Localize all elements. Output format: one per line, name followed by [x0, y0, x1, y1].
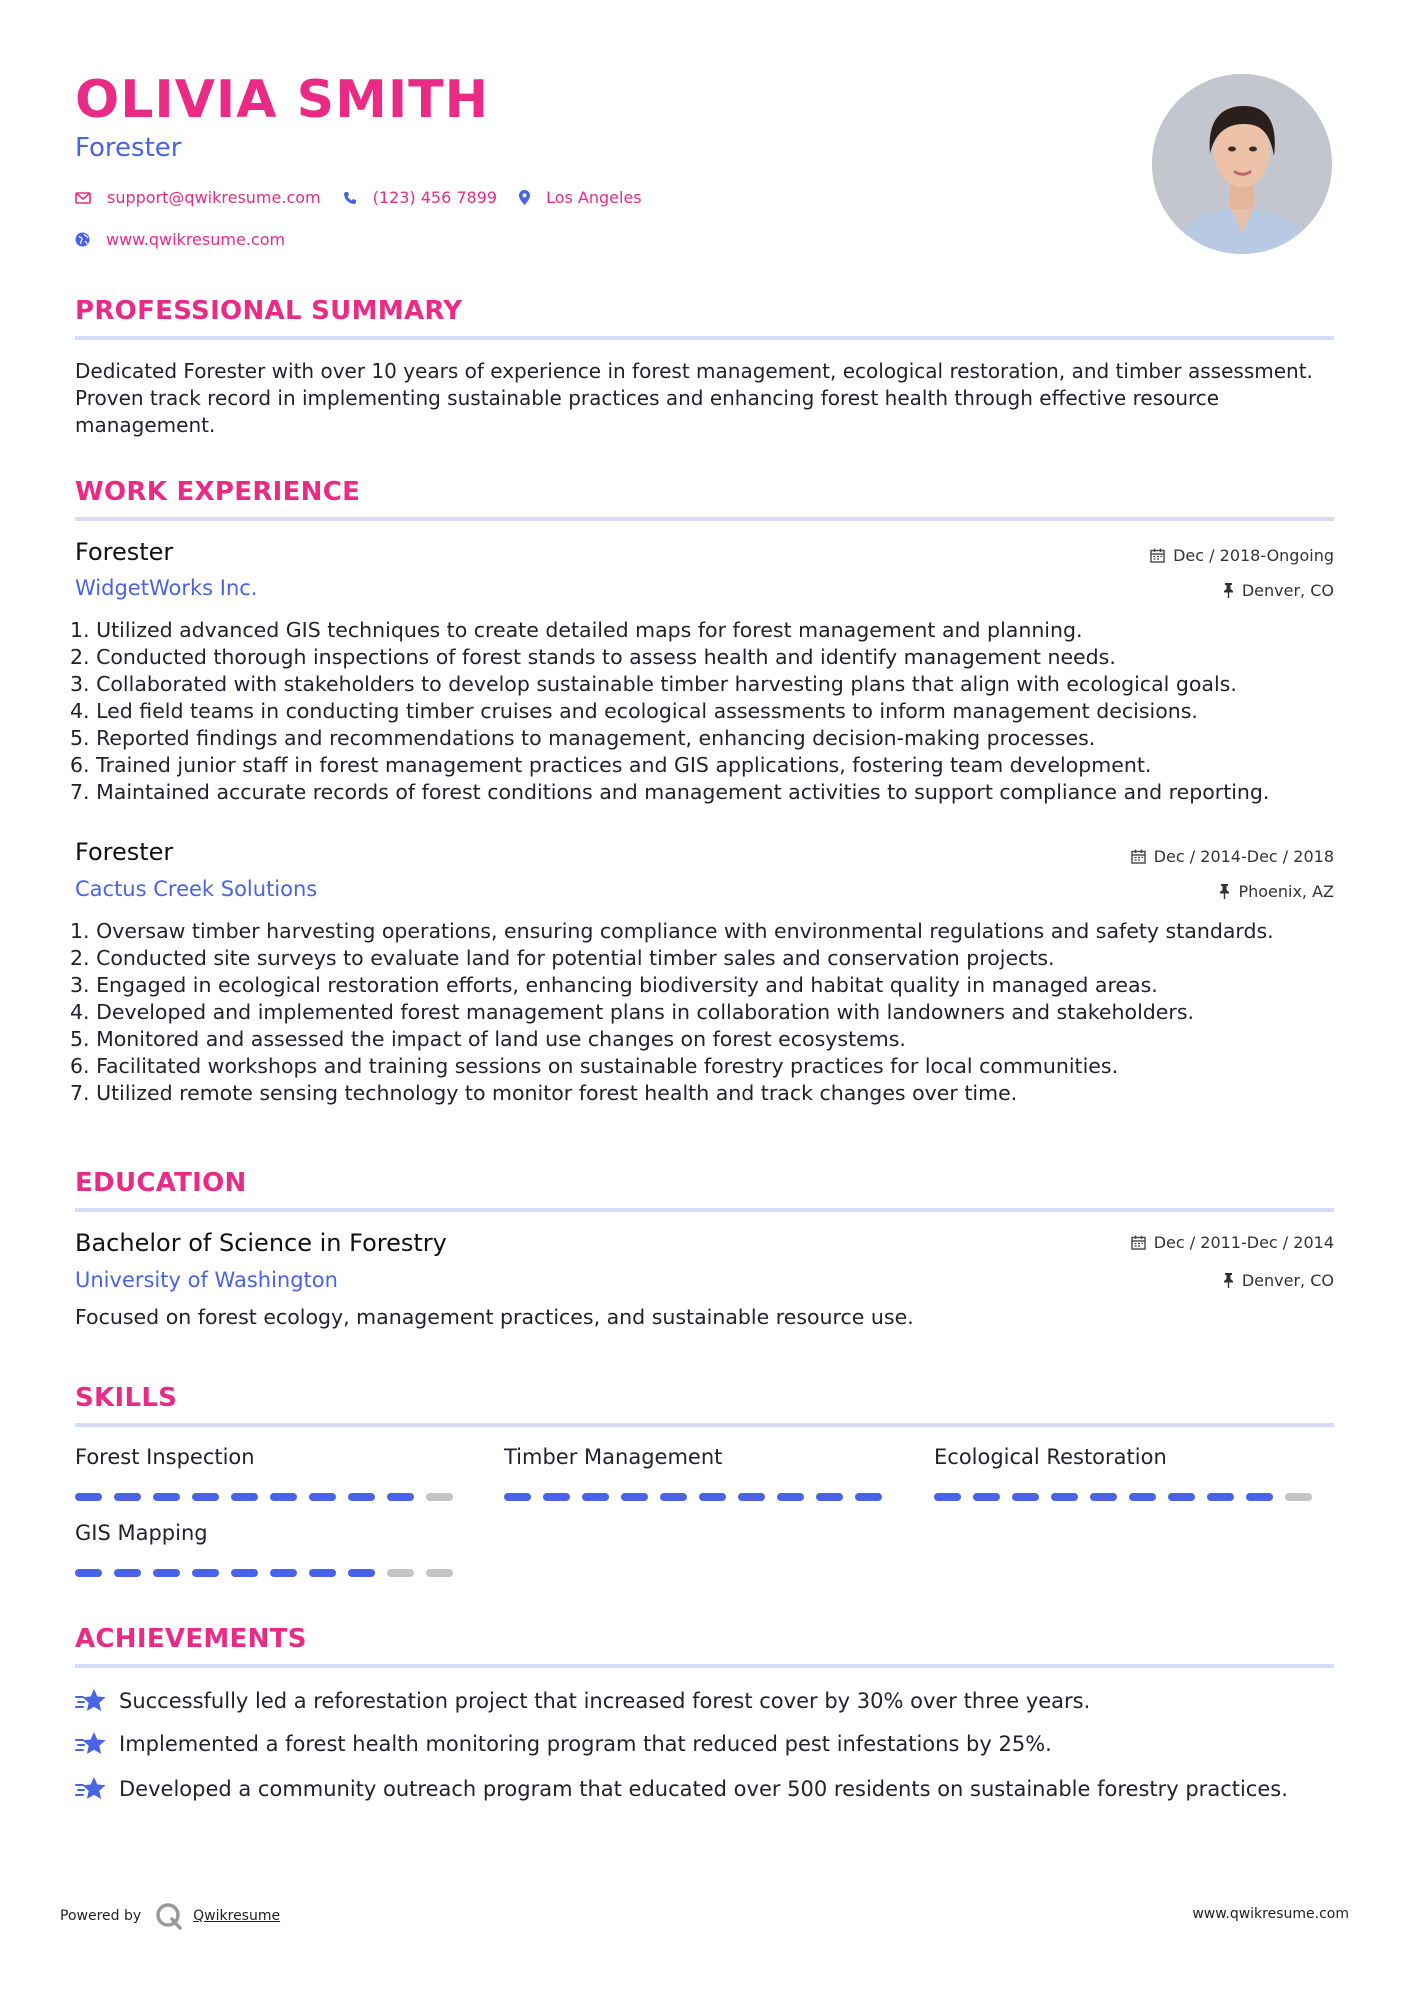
education-dates — [1131, 1233, 1334, 1252]
skill-dot-filled — [387, 1493, 414, 1501]
star-icon — [75, 1776, 107, 1802]
contact-website[interactable] — [75, 230, 285, 249]
company-name: Cactus Creek Solutions — [75, 877, 318, 901]
skill-dot-empty — [426, 1493, 453, 1501]
skill-item — [934, 1445, 1167, 1469]
skill-name: Timber Management — [504, 1445, 723, 1469]
skill-dot-filled — [231, 1569, 258, 1577]
list-item: 6. Facilitated workshops and training sessions on sustainable forestry practices for local communities. — [70, 1054, 1119, 1078]
phone-icon — [343, 191, 357, 205]
skill-dot-filled — [75, 1569, 102, 1577]
list-item: 2. Conducted site surveys to evaluate land for potential timber sales and conservation projects. — [70, 946, 1055, 970]
skills-heading: SKILLS — [75, 1383, 178, 1413]
skill-dot-filled — [1168, 1493, 1195, 1501]
contact-row-website — [75, 230, 307, 249]
map-marker-icon — [519, 190, 530, 205]
section-divider — [75, 336, 1334, 340]
job-dates-text: Dec / 2018-Ongoing — [1173, 546, 1334, 565]
skill-dot-filled — [1051, 1493, 1078, 1501]
skill-dot-filled — [153, 1493, 180, 1501]
job-location-text: Phoenix, AZ — [1238, 882, 1334, 901]
skill-dot-filled — [543, 1493, 570, 1501]
email-text: support@qwikresume.com — [107, 188, 321, 207]
skill-dot-empty — [387, 1569, 414, 1577]
skill-dot-filled — [973, 1493, 1000, 1501]
list-item: 7. Maintained accurate records of forest conditions and management activities to support compliance and reporting. — [70, 780, 1270, 804]
website-text: www.qwikresume.com — [106, 230, 286, 249]
job-dates — [1150, 546, 1334, 565]
achievement-text: Developed a community outreach program that educated over 500 residents on sustainable forestry practices. — [119, 1777, 1288, 1801]
list-item: 4. Led field teams in conducting timber cruises and ecological assessments to inform management decisions. — [70, 699, 1198, 723]
job-responsibilities — [70, 918, 1340, 1107]
list-item: 2. Conducted thorough inspections of forest stands to assess health and identify management needs. — [70, 645, 1116, 669]
footer-url[interactable]: www.qwikresume.com — [1192, 1906, 1349, 1922]
contact-phone[interactable] — [343, 188, 497, 207]
skill-meter — [75, 1569, 465, 1577]
degree-title: Bachelor of Science in Forestry — [75, 1229, 447, 1257]
list-item: 1. Oversaw timber harvesting operations, ensuring compliance with environmental regulations and safety standards. — [70, 919, 1274, 943]
skill-dot-filled — [348, 1493, 375, 1501]
job-location-text: Denver, CO — [1241, 581, 1334, 600]
contact-email[interactable] — [75, 188, 321, 207]
skill-meter — [504, 1493, 894, 1501]
list-item: 5. Reported findings and recommendations to management, enhancing decision-making processes. — [70, 726, 1096, 750]
experience-heading: WORK EXPERIENCE — [75, 477, 361, 507]
skill-dot-filled — [309, 1569, 336, 1577]
skill-dot-filled — [348, 1569, 375, 1577]
skill-meter — [75, 1493, 465, 1501]
skill-dot-filled — [660, 1493, 687, 1501]
skill-name: GIS Mapping — [75, 1521, 208, 1545]
skill-dot-filled — [192, 1569, 219, 1577]
school-name: University of Washington — [75, 1268, 338, 1292]
section-divider — [75, 1664, 1334, 1668]
skill-dot-filled — [1090, 1493, 1117, 1501]
list-item: 4. Developed and implemented forest management plans in collaboration with landowners and stakeholders. — [70, 1000, 1195, 1024]
job-location — [1219, 882, 1334, 901]
skill-dot-filled — [153, 1569, 180, 1577]
job-dates — [1131, 847, 1334, 866]
skill-dot-filled — [777, 1493, 804, 1501]
skill-dot-filled — [621, 1493, 648, 1501]
pushpin-icon — [1223, 583, 1234, 598]
contact-row — [75, 188, 664, 207]
star-icon — [75, 1731, 107, 1757]
skill-dot-filled — [934, 1493, 961, 1501]
footer-powered-by — [60, 1902, 280, 1930]
calendar-icon — [1131, 1235, 1146, 1250]
candidate-name: OLIVIA SMITH — [75, 70, 490, 130]
skill-dot-filled — [114, 1569, 141, 1577]
skill-item — [75, 1445, 255, 1469]
list-item: 3. Engaged in ecological restoration efforts, enhancing biodiversity and habitat quality in managed areas. — [70, 973, 1158, 997]
skill-dot-filled — [1012, 1493, 1039, 1501]
skill-dot-empty — [1285, 1493, 1312, 1501]
star-icon — [75, 1688, 107, 1714]
job-responsibilities — [70, 617, 1340, 806]
list-item: 5. Monitored and assessed the impact of land use changes on forest ecosystems. — [70, 1027, 906, 1051]
skill-dot-filled — [75, 1493, 102, 1501]
achievement-text: Implemented a forest health monitoring program that reduced pest infestations by 25%. — [119, 1732, 1052, 1756]
skill-dot-filled — [309, 1493, 336, 1501]
skill-dot-filled — [699, 1493, 726, 1501]
profile-photo — [1152, 74, 1332, 254]
skill-dot-filled — [816, 1493, 843, 1501]
job-dates-text: Dec / 2014-Dec / 2018 — [1153, 847, 1334, 866]
section-divider — [75, 517, 1334, 521]
calendar-icon — [1150, 548, 1165, 563]
company-name: WidgetWorks Inc. — [75, 576, 258, 600]
skill-dot-filled — [1246, 1493, 1273, 1501]
skill-name: Forest Inspection — [75, 1445, 255, 1469]
education-heading: EDUCATION — [75, 1168, 247, 1198]
skill-dot-filled — [114, 1493, 141, 1501]
job-location — [1223, 581, 1334, 600]
candidate-role: Forester — [75, 133, 182, 163]
job-title: Forester — [75, 838, 174, 866]
job-title: Forester — [75, 538, 174, 566]
calendar-icon — [1131, 849, 1146, 864]
phone-text: (123) 456 7899 — [372, 188, 498, 207]
skill-dot-empty — [426, 1569, 453, 1577]
skill-item — [504, 1445, 722, 1469]
achievement-item — [75, 1731, 1052, 1757]
skill-meter — [934, 1493, 1324, 1501]
summary-heading: PROFESSIONAL SUMMARY — [75, 296, 463, 326]
skill-dot-filled — [231, 1493, 258, 1501]
skill-dot-filled — [855, 1493, 882, 1501]
skill-dot-filled — [582, 1493, 609, 1501]
qwikresume-logo-icon — [155, 1902, 183, 1930]
location-text: Los Angeles — [546, 188, 642, 207]
skill-dot-filled — [192, 1493, 219, 1501]
education-location — [1223, 1271, 1334, 1290]
education-location-text: Denver, CO — [1241, 1271, 1334, 1290]
globe-icon — [75, 232, 90, 247]
contact-location — [519, 188, 642, 207]
education-description: Focused on forest ecology, management practices, and sustainable resource use. — [75, 1305, 914, 1329]
list-item: 3. Collaborated with stakeholders to develop sustainable timber harvesting plans that align with ecological goals. — [70, 672, 1237, 696]
list-item: 6. Trained junior staff in forest management practices and GIS applications, fostering team development. — [70, 753, 1152, 777]
brand-link[interactable]: Qwikresume — [193, 1908, 281, 1924]
achievement-item — [75, 1776, 1288, 1802]
skill-dot-filled — [270, 1569, 297, 1577]
portrait-image — [1152, 74, 1332, 254]
education-dates-text: Dec / 2011-Dec / 2014 — [1153, 1233, 1334, 1252]
achievement-item — [75, 1688, 1090, 1714]
skill-dot-filled — [270, 1493, 297, 1501]
summary-text: Dedicated Forester with over 10 years of experience in forest management, ecological restoration, and timber assessment. Proven track record in implementing sustainable practices and enhancing forest health through effective resource management. — [75, 359, 1313, 437]
skill-name: Ecological Restoration — [934, 1445, 1167, 1469]
skill-item — [75, 1521, 208, 1545]
skill-dot-filled — [504, 1493, 531, 1501]
achievement-text: Successfully led a reforestation project that increased forest cover by 30% over three years. — [119, 1689, 1091, 1713]
section-divider — [75, 1423, 1334, 1427]
section-divider — [75, 1208, 1334, 1212]
skill-dot-filled — [738, 1493, 765, 1501]
skill-dot-filled — [1129, 1493, 1156, 1501]
list-item: 1. Utilized advanced GIS techniques to create detailed maps for forest management and planning. — [70, 618, 1083, 642]
powered-by-text: Powered by — [60, 1908, 142, 1924]
skill-dot-filled — [1207, 1493, 1234, 1501]
pushpin-icon — [1219, 884, 1230, 899]
achievements-heading: ACHIEVEMENTS — [75, 1624, 307, 1654]
list-item: 7. Utilized remote sensing technology to monitor forest health and track changes over time. — [70, 1081, 1018, 1105]
pushpin-icon — [1223, 1273, 1234, 1288]
envelope-icon — [75, 192, 91, 204]
